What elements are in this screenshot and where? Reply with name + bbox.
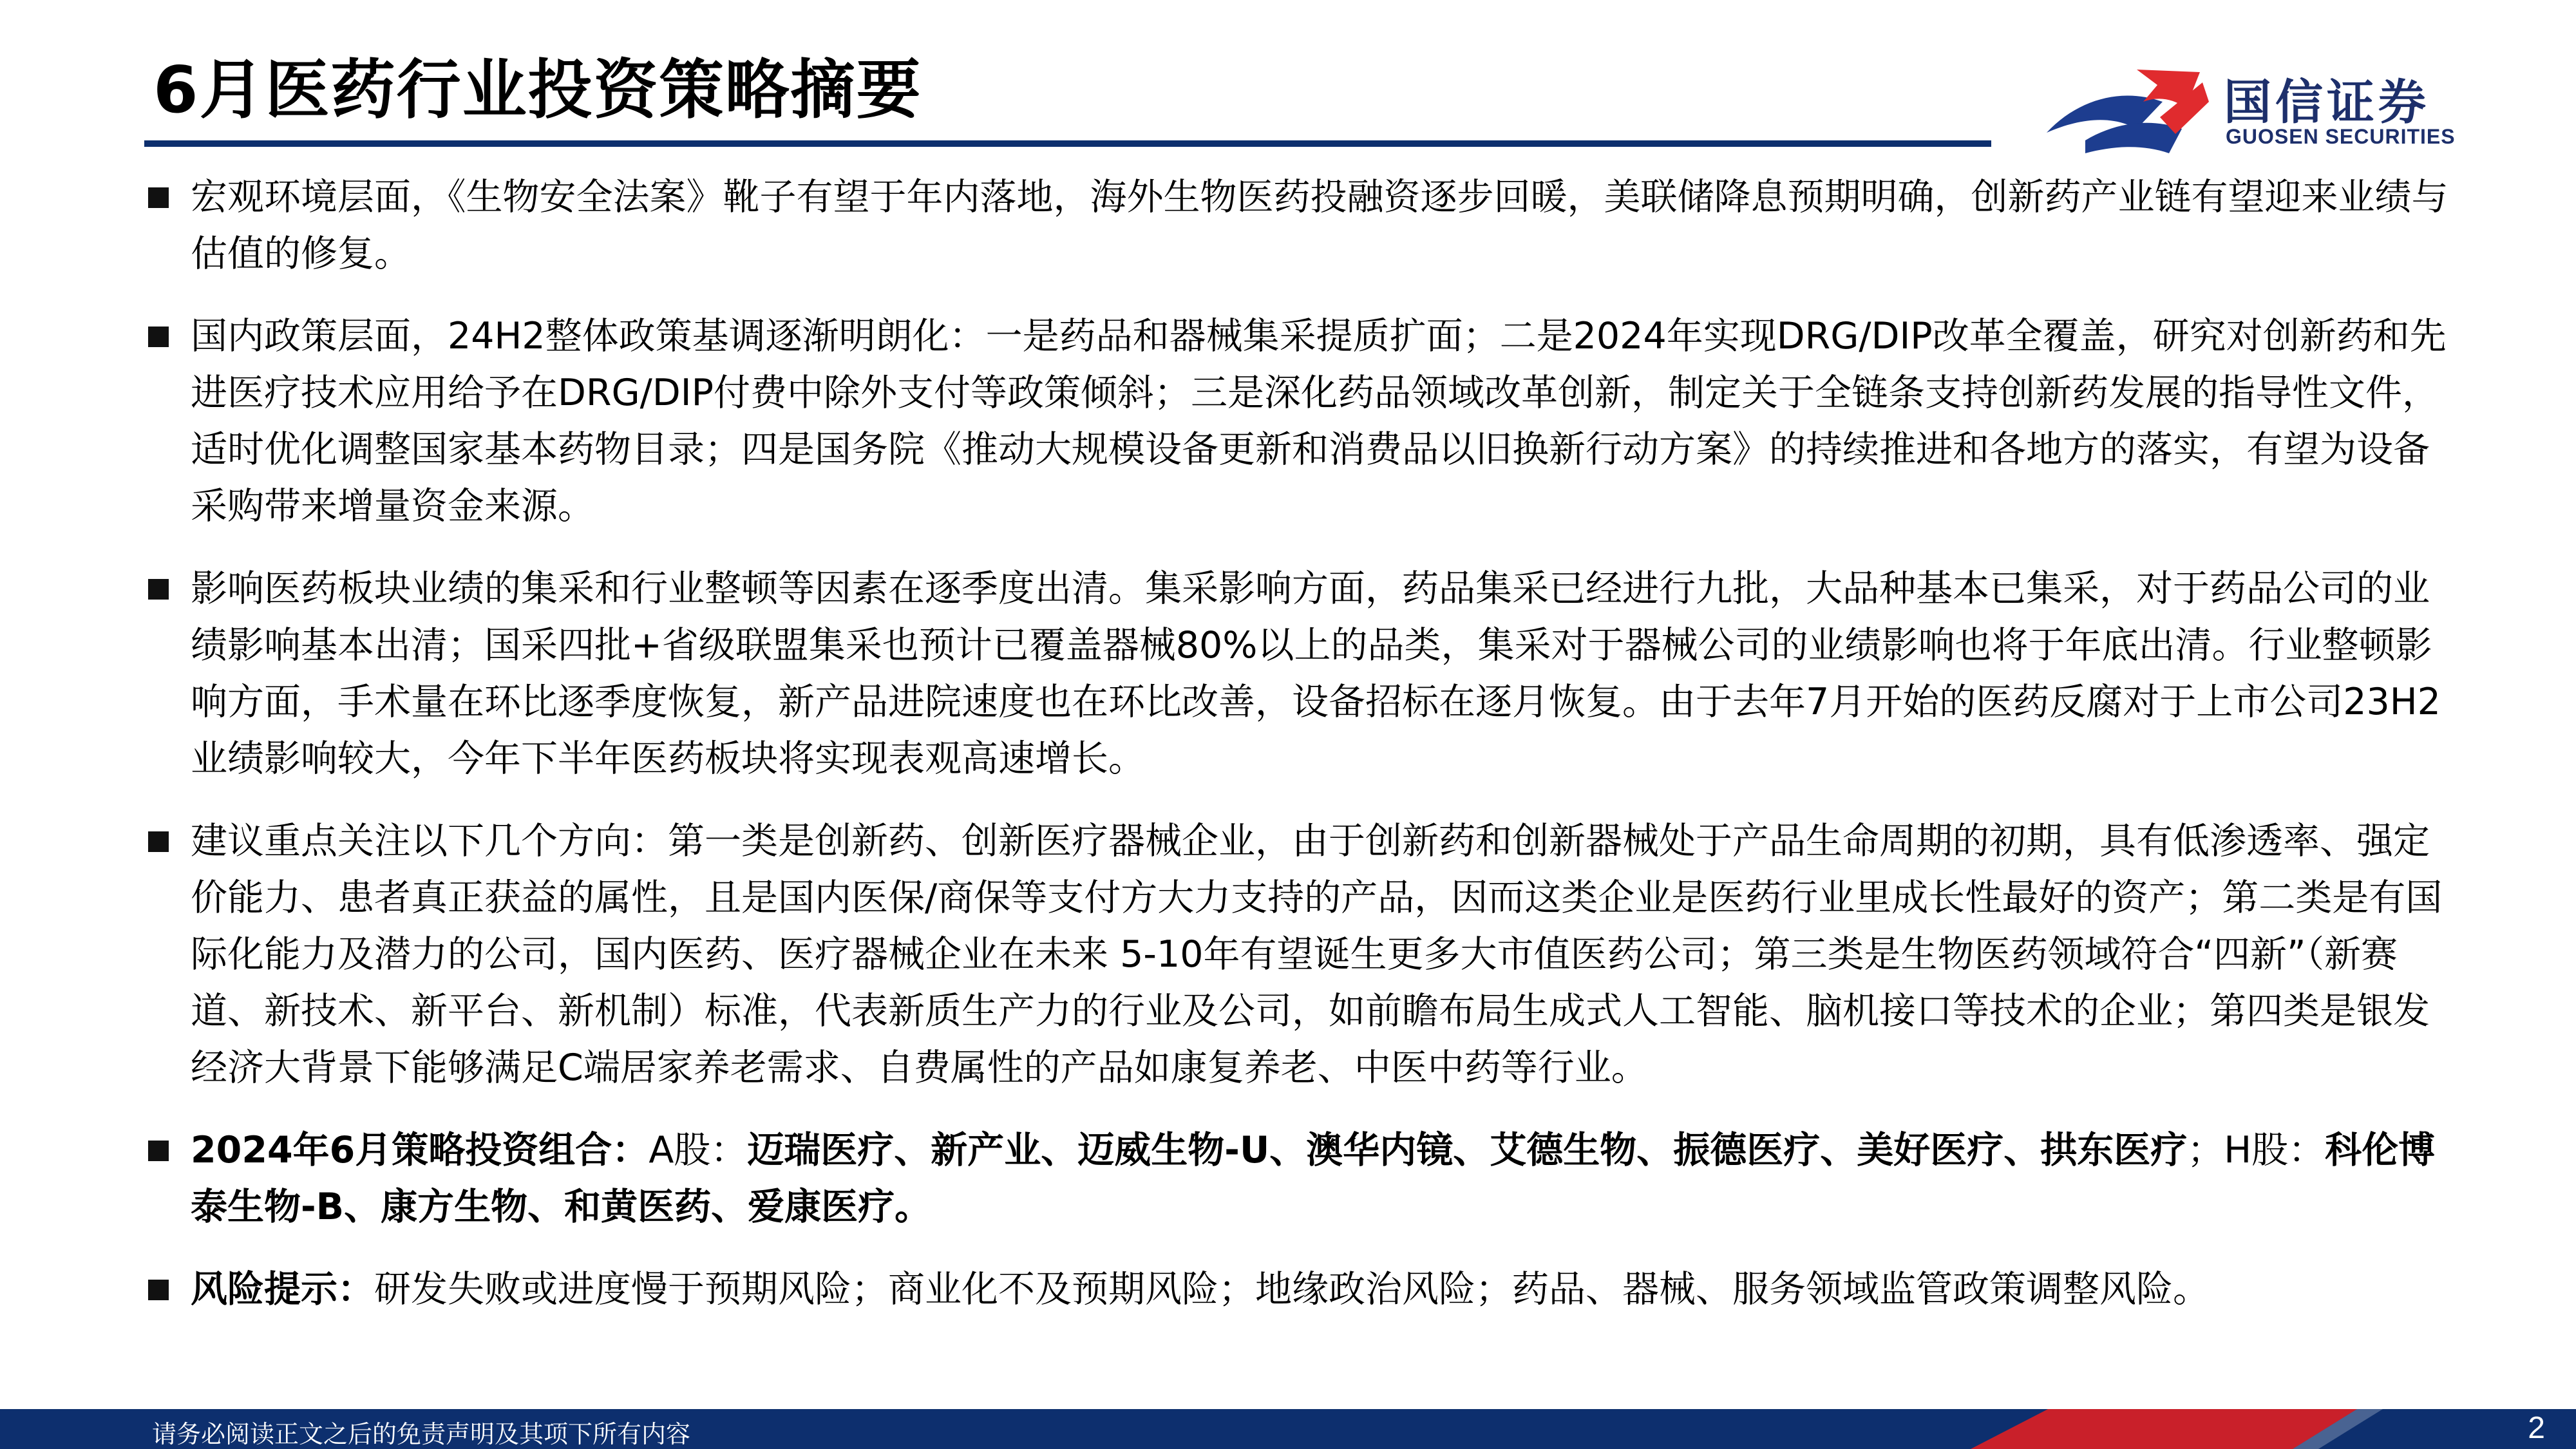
portfolio-end: 。	[895, 1186, 932, 1228]
square-bullet-icon	[148, 831, 169, 852]
portfolio-paragraph	[191, 1122, 2465, 1235]
square-bullet-icon	[148, 187, 169, 208]
footer-disclaimer: 请务必阅读正文之后的免责声明及其项下所有内容	[152, 1420, 691, 1448]
logo-chinese-name: 国信证券	[2224, 75, 2430, 130]
macro-paragraph: 宏观环境层面，《生物安全法案》靴子有望于年内落地，海外生物医药投融资逐步回暖，美联储降息预期明确，创新药产业链有望迎来业绩与估值的修复。	[191, 176, 2448, 275]
h-share-label: H股：	[2224, 1129, 2325, 1171]
a-share-label: A股：	[649, 1129, 748, 1171]
square-bullet-icon	[148, 579, 169, 600]
risk-text: 研发失败或进度慢于预期风险；商业化不及预期风险；地缘政治风险；药品、器械、服务领域监管政策调整风险。	[374, 1268, 2210, 1311]
risk-lead: 风险提示：	[191, 1268, 374, 1311]
square-bullet-icon	[148, 1280, 169, 1300]
list-item-portfolio	[147, 1122, 2465, 1235]
policy-paragraph: 国内政策层面，24H2整体政策基调逐渐明朗化：一是药品和器械集采提质扩面；二是2024年实现DRG/DIP改革全覆盖，研究对创新药和先进医疗技术应用给予在DRG/DIP付费中除外支付等政策倾斜；三是深化药品领域改革创新，制定关于全链条支持创新药发展的指导性文件，适时优化调整国家基本药物目录；四是国务院《推动大规模设备更新和消费品以旧换新行动方案》的持续推进和各地方的落实，有望为设备采购带来增量资金来源。	[191, 315, 2447, 527]
performance-paragraph: 影响医药板块业绩的集采和行业整顿等因素在逐季度出清。集采影响方面，药品集采已经进行九批，大品种基本已集采，对于药品公司的业绩影响基本出清；国采四批+省级联盟集采也预计已覆盖器械80%以上的品类，集采对于器械公司的业绩影响也将于年底出清。行业整顿影响方面，手术量在环比逐季度恢复，新产品进院速度也在环比改善，设备招标在逐月恢复。由于去年7月开始的医药反腐对于上市公司23H2业绩影响较大，今年下半年医药板块将实现表观高速增长。	[191, 567, 2441, 780]
a-share-list: 迈瑞医疗、新产业、迈威生物-U、澳华内镜、艾德生物、振德医疗、美好医疗、拱东医疗	[747, 1129, 2188, 1171]
list-item-performance	[147, 560, 2465, 787]
logo-english-name: GUOSEN SECURITIES	[2226, 125, 2456, 148]
portfolio-separator: ；	[2187, 1129, 2224, 1171]
page-number: 2	[2528, 1411, 2545, 1445]
portfolio-lead: 2024年6月策略投资组合：	[191, 1129, 649, 1171]
risk-paragraph	[191, 1261, 2465, 1318]
list-item-risk	[147, 1261, 2465, 1318]
guosen-logo-mark-icon	[2040, 57, 2214, 160]
square-bullet-icon	[148, 1141, 169, 1161]
title-underline	[144, 140, 1991, 147]
h-share-list: 科伦博泰生物-B、康方生物、和黄医药、爱康医疗	[191, 1129, 2436, 1228]
page-title: 6月医药行业投资策略摘要	[153, 52, 922, 128]
guosen-logo	[2040, 57, 2456, 160]
square-bullet-icon	[148, 327, 169, 347]
list-item-policy	[147, 308, 2465, 535]
list-item-macro	[147, 169, 2465, 282]
summary-list	[147, 169, 2465, 1343]
directions-paragraph: 建议重点关注以下几个方向：第一类是创新药、创新医疗器械企业，由于创新药和创新器械处于产品生命周期的初期，具有低渗透率、强定价能力、患者真正获益的属性，且是国内医保/商保等支付方大力支持的产品，因而这类企业是医药行业里成长性最好的资产；第二类是有国际化能力及潜力的公司，国内医药、医疗器械企业在未来 5-10年有望诞生更多大市值医药公司；第三类是生物医药领域符合“四新”（新赛道、新技术、新平台、新机制）标准，代表新质生产力的行业及公司，如前瞻布局生成式人工智能、脑机接口等技术的企业；第四类是银发经济大背景下能够满足C端居家养老需求、自费属性的产品如康复养老、中医中药等行业。	[191, 820, 2443, 1089]
list-item-directions	[147, 813, 2465, 1096]
